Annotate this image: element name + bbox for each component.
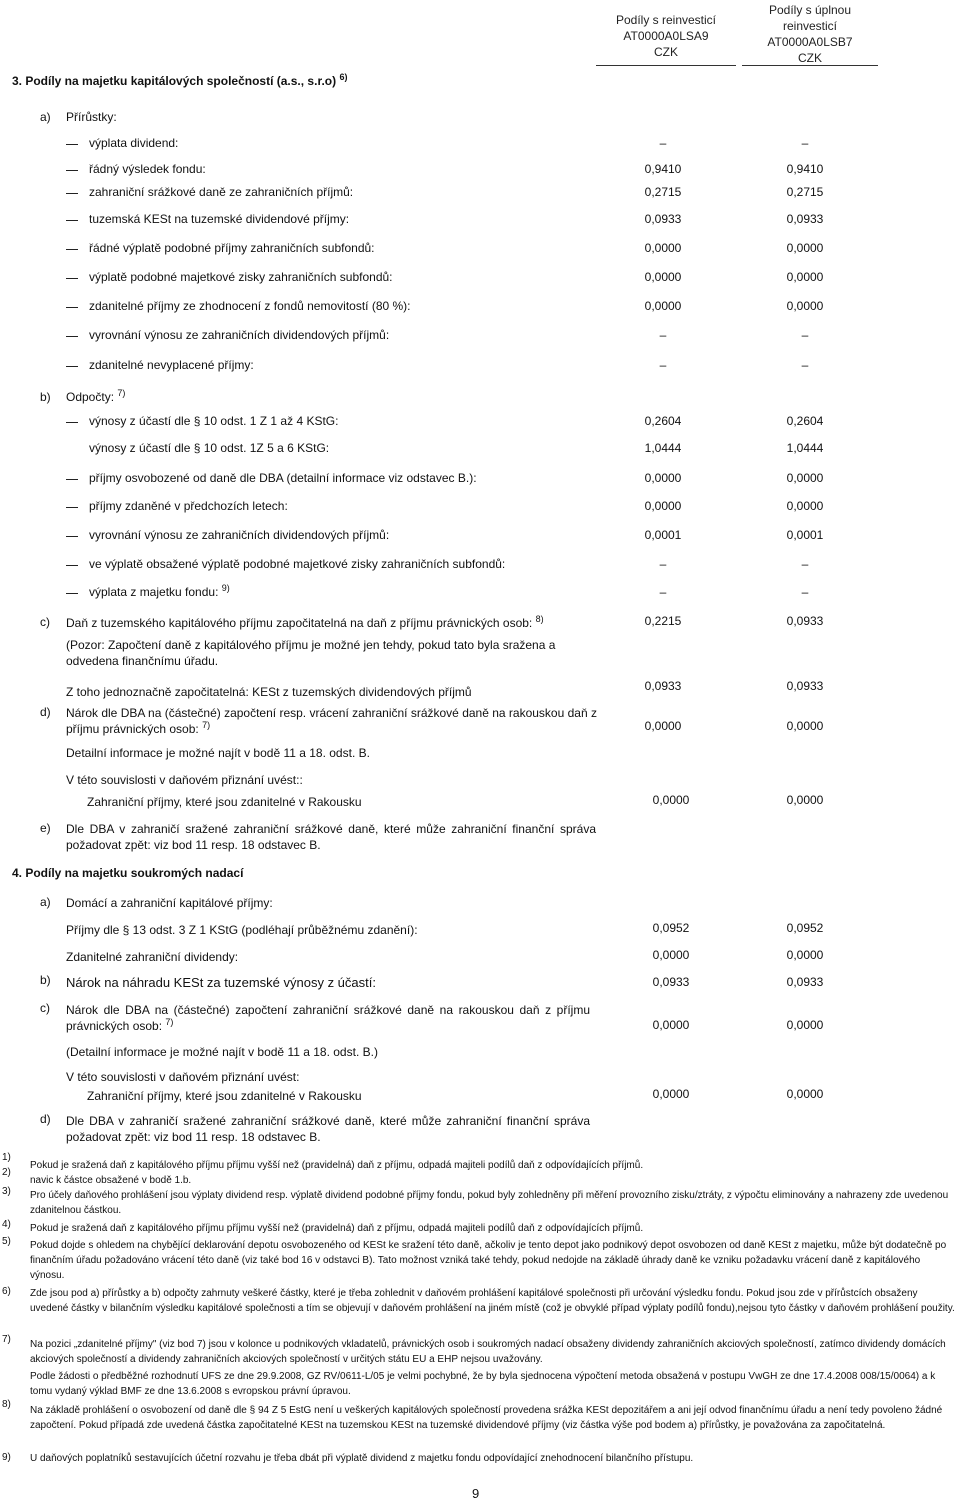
column-header-line: AT0000A0LSB7 (767, 35, 853, 49)
row-bullet-dash (66, 565, 78, 566)
creditable-tax-value-1: 0,2215 (644, 614, 682, 628)
footnote-number: 5) (2, 1236, 11, 1247)
row-value-v2: 1,0444 (786, 441, 824, 455)
foreign-income-value-2: 0,0000 (786, 793, 824, 807)
footnote-number: 2) (2, 1167, 11, 1178)
row-label: zahraniční srážkové daně ze zahraničních příjmů: (89, 185, 354, 199)
footnote-text: Na pozici „zdanitelné příjmy" (viz bod 7) jsou v kolonce u podnikových vkladatelů, právnických osob i soukromých nadací obsaženy dividendy zahraničních akciových společností, zatímco dividendy domácích akciových společností a dividendy zahraničních akciových společností v určitých státu EU a EHP nejsou uvažovány. (30, 1339, 946, 1365)
row-bullet-dash (66, 144, 78, 145)
dba-claim-value-2: 0,0000 (786, 719, 824, 733)
row-value-v1: 0,0000 (644, 471, 682, 485)
row-label: tuzemská KESt na tuzemské dividendové příjmy: (89, 212, 350, 226)
row-value-v1: 0,0933 (644, 212, 682, 226)
row-value-v2: – (801, 585, 809, 599)
dba-claim-value-1: 0,0000 (644, 719, 682, 733)
row-value-v2: 0,0001 (786, 528, 824, 542)
footnote-text: Pokud je sražená daň z kapitálového příjmu příjmu vyšší než (pravidelná) daň z příjmu, odpadá majiteli podílů daň z odpovídajících příjmů. (30, 1223, 644, 1234)
row-label: zdanitelné příjmy ze zhodnocení z fondů nemovitostí (80 %): (89, 299, 411, 313)
row-bullet-dash (66, 220, 78, 221)
row-bullet-dash (66, 307, 78, 308)
footnote-text: Pro účely daňového prohlášení jsou výplaty dividend resp. výplatě dividend podobné příjmy fondu, pokud byly zohledněny při měření provozního zisku/ztráty, z výpočtu eliminovány a nahrazeny zde uvedenou zdanitelnou částkou. (30, 1190, 949, 1216)
row-value-v1: – (659, 328, 667, 342)
row-bullet-dash (66, 336, 78, 337)
footnote-text: Pokud dojde s ohledem na chybějící deklarování depotu osvobozeného od KESt ke sražení této daně, ačkoliv je tento depot jako podnikový depot osvobozen od daně KESt z majetku, může být dodatečně po finančním úřadu požadováno vrácení této daně (viz také bod 16 v odstavci B). Tato možnost vzniká také tehdy, pokud nedojde na základě úhrady daně ke vzniku požadavku vrácení daně z kapitálového výnosu. (30, 1240, 947, 1281)
header-rule-right (742, 65, 878, 66)
column-header-line: reinvesticí (782, 19, 838, 33)
row-value-v1: – (659, 136, 667, 150)
footnote-text: Pokud je sražená daň z kapitálového příjmu příjmu vyšší než (pravidelná) daň z příjmu, odpadá majiteli podílů daň z odpovídajících příjmů. (30, 1160, 644, 1171)
row-value-v1: 0,0000 (644, 299, 682, 313)
row-label: výplata z majetku fondu: $^{9)}$ (89, 583, 230, 599)
dba-detail-text: Detailní informace je možné najít v bodě 11 a 18. odst. B. (66, 746, 370, 760)
foreign-income-value-1: 0,0000 (652, 793, 690, 807)
row-value-v1: 0,0000 (644, 499, 682, 513)
capital-income-heading: Domácí a zahraniční kapitálové příjmy: (66, 896, 273, 910)
row-bullet-dash (66, 366, 78, 367)
row-value-v1: 0,0000 (644, 241, 682, 255)
footnote-number: 4) (2, 1219, 11, 1230)
row-value-v2: – (801, 358, 809, 372)
item-label-4c: c) (40, 1001, 50, 1015)
foreign-income-4-value-2: 0,0000 (786, 1087, 824, 1101)
row-label: zdanitelné nevyplacené příjmy: (89, 358, 254, 372)
footnote-number: 8) (2, 1399, 11, 1410)
foreign-income-4-value-1: 0,0000 (652, 1087, 690, 1101)
footnote-text: Na základě prohlášení o osvobození od daně dle § 94 Z 5 EstG není u veškerých kapitálových společností provedena srážka KESt depozitářem a ani její odvod finančnímu úřadu a není tedy povoleno žádné započtení. Pokud případá zde uvedená částka započitatelné KESt na tuzemskou KESt na tuzemské dividendové příjmy (viz částka výše pod bodem a) přírůstky, je považována za započitatelná. (30, 1405, 943, 1431)
row-value-v1: 0,2715 (644, 185, 682, 199)
footnote-number: 9) (2, 1452, 11, 1463)
dba-context-4-text: V této souvislosti v daňovém přiznání uvést: (66, 1070, 300, 1084)
row-value-v1: 1,0444 (644, 441, 682, 455)
creditable-tax-sub-text: Z toho jednoznačně započitatelná: KESt z tuzemských dividendových příjmů (66, 685, 472, 699)
footnote-text: U daňových poplatníků sestavujících účetní rozvahu je třeba dbát při výplatě dividend z majetku fondu odpovídající znehodnocení bilančního přístupu. (30, 1453, 694, 1464)
row-value-v1: 0,9410 (644, 162, 682, 176)
column-header-line: AT0000A0LSA9 (623, 29, 709, 43)
item-label-3c: c) (40, 615, 50, 629)
row-bullet-dash (66, 536, 78, 537)
row-bullet-dash (66, 170, 78, 171)
dba-claim-4-value-1: 0,0000 (652, 1018, 690, 1032)
foreign-dividends-value-1: 0,0000 (652, 948, 690, 962)
footnote-number: 7) (2, 1334, 11, 1345)
dba-refund-4-text: Dle DBA v zahraničí sražené zahraniční srážkové daně, které může zahraniční finanční správa požadovat zpět: viz bod 11 resp. 18 odstavec B. (66, 1114, 590, 1144)
dba-detail-4-text: (Detailní informace je možné najít v bodě 11 a 18. odst. B.) (66, 1045, 378, 1059)
footnote-text: Podle žádosti o předběžné rozhodnutí UFS ze dne 29.9.2008, GZ RV/0611-L/05 je velmi pochybné, že by byla sjednocena výpočtení metoda obsažená v postupu VwGH ze dne 17.4.2008 008/15/0064) a k tomu vydaný výklad BMF ze dne 13.6.2008 s evropskou právní úpravou. (30, 1371, 936, 1397)
row-label: výplatě podobné majetkové zisky zahraničních subfondů: (89, 270, 393, 284)
row-value-v1: 0,0001 (644, 528, 682, 542)
dba-claim-4-value-2: 0,0000 (786, 1018, 824, 1032)
row-value-v2: 0,0000 (786, 499, 824, 513)
item-label-3a: a) (40, 110, 51, 124)
row-value-v2: – (801, 557, 809, 571)
section-3-title: 3. Podíly na majetku kapitálových společností (a.s., s.r.o) $^{6)}$ (12, 72, 348, 88)
row-bullet-dash (66, 422, 78, 423)
income-13-3-label: Příjmy dle § 13 odst. 3 Z 1 KStG (podléhají průběžnému zdanění): (66, 923, 418, 937)
dba-claim-4-text: Nárok dle DBA na (částečné) započtení zahraniční srážkové daně na rakouskou daň z příjmu právnických osob: $^{7)}$ (66, 1003, 590, 1033)
row-value-v2: 0,0933 (786, 212, 824, 226)
footnote-number: 6) (2, 1286, 11, 1297)
column-header-full-reinvest (742, 2, 878, 66)
row-value-v1: – (659, 557, 667, 571)
row-label: řádný výsledek fondu: (89, 162, 206, 176)
row-value-v2: 0,0000 (786, 270, 824, 284)
column-header-reinvest (598, 12, 734, 60)
deductions-heading: Odpočty: $^{7)}$ (66, 388, 126, 404)
footnote-text: navic k částce obsažené v bodě 1.b. (30, 1175, 192, 1186)
row-value-v1: 0,0000 (644, 270, 682, 284)
row-bullet-dash (66, 249, 78, 250)
page-number: 9 (472, 1486, 480, 1501)
row-bullet-dash (66, 193, 78, 194)
item-label-4d: d) (40, 1112, 51, 1126)
row-label: výnosy z účastí dle § 10 odst. 1 Z 1 až 4 KStG: (89, 414, 339, 428)
column-header-line: CZK (654, 45, 678, 59)
row-label: příjmy osvobozené od daně dle DBA (detailní informace viz odstavec B.): (89, 471, 477, 485)
row-value-v2: 0,0000 (786, 299, 824, 313)
creditable-tax-sub-value-2: 0,0933 (786, 679, 824, 693)
row-bullet-dash (66, 507, 78, 508)
kest-refund-value-2: 0,0933 (786, 975, 824, 989)
row-label: vyrovnání výnosu ze zahraničních dividendových příjmů: (89, 328, 390, 342)
item-label-3e: e) (40, 821, 51, 835)
foreign-income-label: Zahraniční příjmy, které jsou zdanitelné v Rakousku (87, 795, 362, 809)
row-label: příjmy zdaněné v předchozích letech: (89, 499, 288, 513)
row-value-v2: 0,0000 (786, 471, 824, 485)
column-header-line: Podíly s úplnou (768, 3, 852, 17)
row-value-v2: 0,0000 (786, 241, 824, 255)
row-bullet-dash (66, 479, 78, 480)
row-label: řádné výplatě podobné příjmy zahraničních subfondů: (89, 241, 375, 255)
item-label-3d: d) (40, 705, 51, 719)
item-label-4b: b) (40, 973, 51, 987)
item-label-4a: a) (40, 895, 51, 909)
dba-claim-text: Nárok dle DBA na (částečné) započtení resp. vrácení zahraniční srážkové daně na rakouskou daň z příjmu právnických osob: $^{7)}$ (66, 706, 597, 736)
row-value-v1: – (659, 358, 667, 372)
column-header-line: Podíly s reinvesticí (615, 13, 717, 27)
row-value-v2: – (801, 136, 809, 150)
row-value-v1: 0,2604 (644, 414, 682, 428)
row-bullet-dash (66, 593, 78, 594)
header-rule-left (596, 65, 736, 66)
section-4-title: 4. Podíly na majetku soukromých nadací (12, 866, 244, 880)
foreign-dividends-value-2: 0,0000 (786, 948, 824, 962)
income-13-3-value-2: 0,0952 (786, 921, 824, 935)
row-label: výplata dividend: (89, 136, 179, 150)
footnote-number: 3) (2, 1186, 11, 1197)
item-label-3b: b) (40, 390, 51, 404)
footnote-text: Zde jsou pod a) přírůstky a b) odpočty zahrnuty veškeré částky, které je třeba zohlednit v daňovém prohlášení kapitálové společnosti při určování výsledku fondu. Pokud jsou zde v přírůstcích obsaženy uvedené částky v bilančním výsledku kapitálové společnosti a tím se objevují v daňovém prohlášení na jiném místě (což je obvyklé případ výplaty podílů fondu),nejsou tyto částky v daňovém prohlášení použity. (30, 1288, 955, 1314)
foreign-dividends-label: Zdanitelné zahraniční dividendy: (66, 950, 239, 964)
creditable-tax-value-2: 0,0933 (786, 614, 824, 628)
dba-context-text: V této souvislosti v daňovém přiznání uvést:: (66, 773, 303, 787)
creditable-tax-sub-value-1: 0,0933 (644, 679, 682, 693)
dba-refund-text: Dle DBA v zahraničí sražené zahraniční srážkové daně, které může zahraniční finanční správa požadovat zpět: viz bod 11 resp. 18 odstavec B. (66, 822, 596, 852)
footnote-number: 1) (2, 1152, 11, 1163)
creditable-tax-note: (Pozor: Započtení daně z kapitálového příjmu je možné jen tehdy, pokud tato byla sražena a odvedena finančnímu úřadu. (66, 638, 556, 668)
row-value-v2: – (801, 328, 809, 342)
foreign-income-4-label: Zahraniční příjmy, které jsou zdanitelné v Rakousku (87, 1089, 362, 1103)
income-13-3-value-1: 0,0952 (652, 921, 690, 935)
row-value-v2: 0,2604 (786, 414, 824, 428)
creditable-tax-text: Daň z tuzemského kapitálového příjmu započitatelná na daň z příjmu právnických osob: $^{8)}$ (66, 614, 544, 630)
row-value-v2: 0,9410 (786, 162, 824, 176)
additions-heading: Přírůstky: (66, 110, 117, 124)
row-value-v1: – (659, 585, 667, 599)
row-value-v2: 0,2715 (786, 185, 824, 199)
row-label: ve výplatě obsažené výplatě podobné majetkové zisky zahraničních subfondů: (89, 557, 506, 571)
kest-refund-label: Nárok na náhradu KESt za tuzemské výnosy z účastí: (66, 975, 376, 990)
row-bullet-dash (66, 278, 78, 279)
kest-refund-value-1: 0,0933 (652, 975, 690, 989)
row-label: výnosy z účastí dle § 10 odst. 1Z 5 a 6 KStG: (89, 441, 330, 455)
column-header-line: CZK (798, 51, 822, 65)
row-label: vyrovnání výnosu ze zahraničních dividendových příjmů: (89, 528, 390, 542)
